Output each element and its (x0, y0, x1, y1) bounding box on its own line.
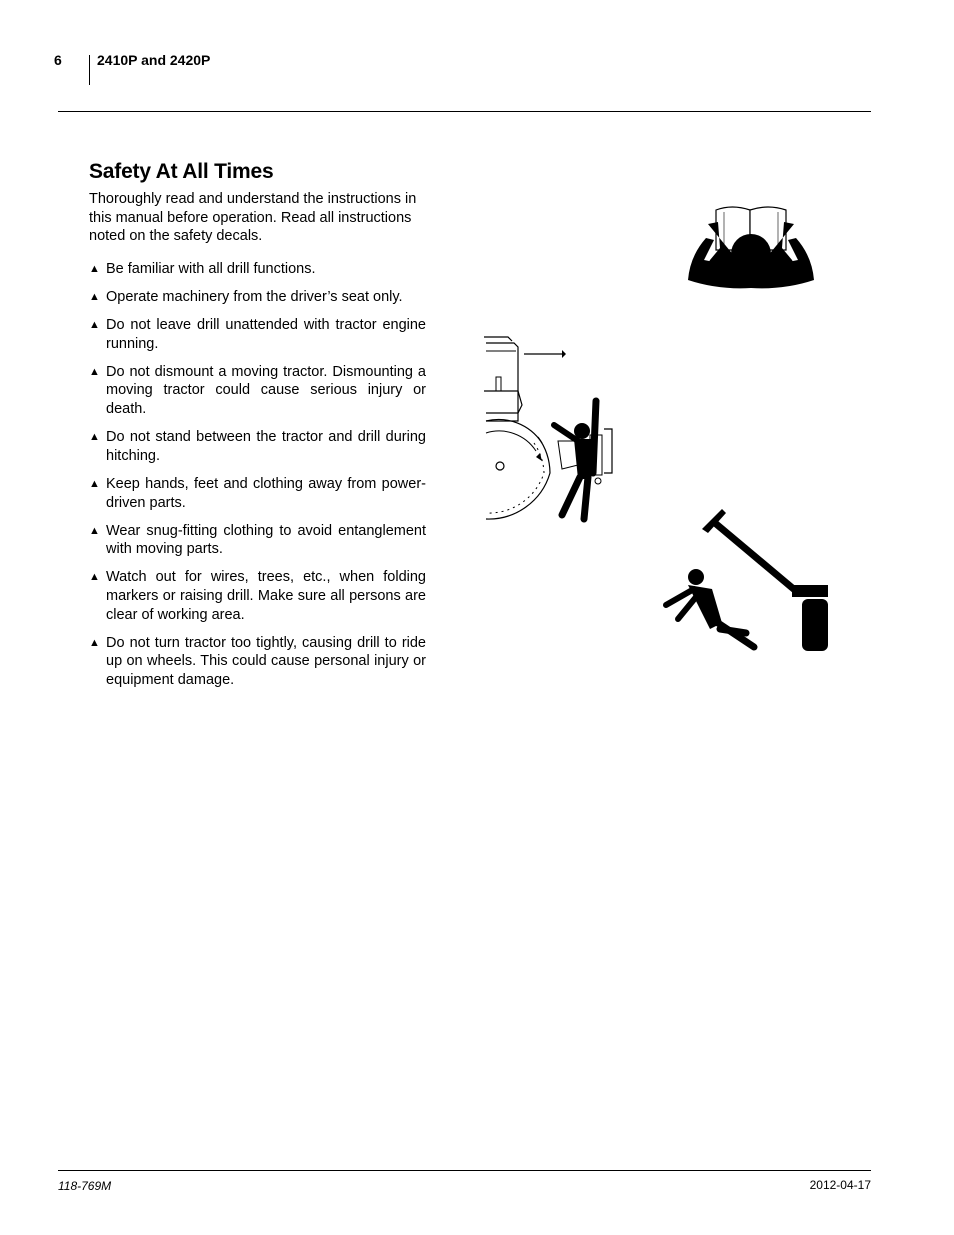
header-divider (89, 55, 90, 85)
safety-bullet-text: Watch out for wires, trees, etc., when folding markers or raising drill. Make sure all persons are clear of working area. (106, 569, 426, 623)
safety-bullet-text: Wear snug-fitting clothing to avoid entanglement with moving parts. (106, 522, 426, 558)
warning-triangle-icon: ▲ (89, 263, 100, 275)
safety-bullet-item (89, 260, 426, 279)
warning-triangle-icon: ▲ (89, 477, 100, 490)
safety-bullet-item (89, 475, 426, 512)
safety-bullet-text: Do not stand between the tractor and drill during hitching. (106, 429, 426, 464)
warning-triangle-icon: ▲ (89, 431, 100, 444)
safety-bullet-text: Be familiar with all drill functions. (106, 261, 316, 277)
safety-bullet-item (89, 363, 426, 419)
safety-bullet-text: Do not turn tractor too tightly, causing drill to ride up on wheels. This could cause personal injury or equipment damage. (106, 634, 426, 689)
marker-arm-hazard-illustration (660, 505, 835, 655)
warning-triangle-icon: ▲ (89, 571, 100, 584)
safety-bullet-list (89, 260, 426, 699)
page-number: 6 (54, 52, 62, 68)
footer-rule (58, 1170, 871, 1171)
safety-bullet-item (89, 568, 426, 624)
safety-bullet-item (89, 522, 426, 559)
header-title: 2410P and 2420P (97, 52, 211, 68)
warning-triangle-icon: ▲ (89, 365, 100, 378)
warning-triangle-icon: ▲ (89, 319, 100, 331)
document-number: 118-769M (58, 1179, 112, 1193)
section-title: Safety At All Times (89, 160, 274, 183)
safety-bullet-text: Operate machinery from the driver’s seat only. (106, 289, 403, 305)
safety-bullet-text: Do not leave drill unattended with tractor engine running. (106, 317, 426, 352)
safety-bullet-item (89, 634, 426, 690)
person-reading-manual-illustration (684, 198, 818, 290)
warning-triangle-icon: ▲ (89, 524, 100, 537)
tractor-hitching-hazard-illustration (478, 333, 628, 525)
safety-bullet-item (89, 316, 426, 353)
warning-triangle-icon: ▲ (89, 636, 100, 649)
warning-triangle-icon: ▲ (89, 291, 100, 303)
safety-bullet-text: Keep hands, feet and clothing away from power-driven parts. (106, 475, 426, 511)
header-rule (58, 111, 871, 112)
document-date: 2012-04-17 (809, 1178, 871, 1192)
section-intro: Thoroughly read and understand the instructions in this manual before operation. Read all instructions noted on the safety decals. (89, 191, 417, 245)
safety-bullet-item (89, 288, 426, 307)
safety-bullet-text: Do not dismount a moving tractor. Dismounting a moving tractor could cause serious injury or death. (106, 363, 426, 418)
safety-bullet-item (89, 428, 426, 465)
